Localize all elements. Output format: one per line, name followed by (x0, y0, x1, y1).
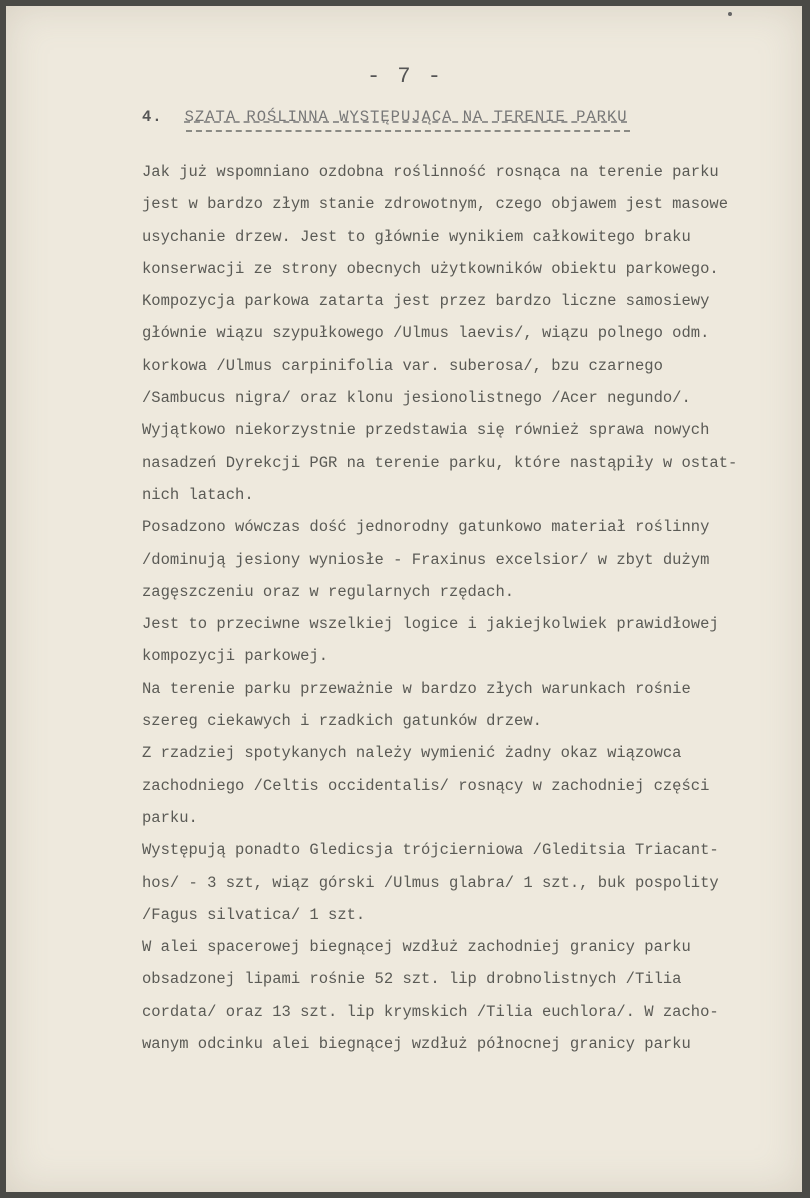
text-line: nasadzeń Dyrekcji PGR na terenie parku, które nastąpiły w ostat- (142, 453, 738, 472)
text-line: Wyjątkowo niekorzystnie przedstawia się również sprawa nowych (142, 421, 710, 440)
text-line: konserwacji ze strony obecnych użytkowników obiektu parkowego. (142, 259, 719, 278)
text-line: /Fagus silvatica/ 1 szt. (142, 905, 366, 924)
text-line: Na terenie parku przeważnie w bardzo złych warunkach rośnie (142, 679, 691, 698)
text-line: zagęszczeniu oraz w regularnych rzędach. (142, 582, 515, 601)
section-number: 4. (142, 108, 163, 126)
text-line: Jest to przeciwne wszelkiej logice i jakiejkolwiek prawidłowej (142, 615, 719, 634)
text-line: Jak już wspomniano ozdobna roślinność rosnąca na terenie parku (142, 163, 719, 181)
text-line: szereg ciekawych i rzadkich gatunków drzew. (142, 712, 542, 731)
heading-underline-rule (186, 130, 630, 132)
section-title: SZATA ROŚLINNA WYSTĘPUJĄCA NA TERENIE PARKU (184, 108, 628, 126)
text-line: zachodniego /Celtis occidentalis/ rosnący w zachodniej części (142, 776, 710, 795)
text-line: Występują ponadto Gledicsja trójcierniowa /Gleditsia Triacant- (142, 841, 719, 860)
text-line: jest w bardzo złym stanie zdrowotnym, czego objawem jest masowe (142, 195, 728, 214)
text-line: W alei spacerowej biegnącej wzdłuż zachodniej granicy parku (142, 938, 691, 957)
text-line: hos/ - 3 szt, wiąz górski /Ulmus glabra/ 1 szt., buk pospolity (142, 873, 719, 892)
text-line: wanym odcinku alei biegnącej wzdłuż północnej granicy parku (142, 1035, 691, 1054)
text-line: głównie wiązu szypułkowego /Ulmus laevis/, wiązu polnego odm. (142, 324, 710, 343)
body-text (142, 156, 790, 1060)
text-line: /dominują jesiony wyniosłe - Fraxinus excelsior/ w zbyt dużym (142, 550, 710, 569)
text-line: Z rzadziej spotykanych należy wymienić żadny okaz wiązowca (142, 744, 682, 763)
text-line: nich latach. (142, 485, 254, 504)
text-line: /Sambucus nigra/ oraz klonu jesionolistnego /Acer negundo/. (142, 389, 691, 408)
page-number: - 7 - (366, 64, 443, 89)
text-line: obsadzonej lipami rośnie 52 szt. lip drobnolistnych /Tilia (142, 970, 682, 989)
text-line: kompozycji parkowej. (142, 647, 329, 666)
text-line: Kompozycja parkowa zatarta jest przez bardzo liczne samosiewy (142, 292, 710, 311)
text-line: parku. (142, 808, 198, 827)
text-line: usychanie drzew. Jest to głównie wynikiem całkowitego braku (142, 227, 691, 246)
text-line: cordata/ oraz 13 szt. lip krymskich /Tilia euchlora/. W zacho- (142, 1002, 719, 1021)
ink-speck (728, 12, 732, 16)
section-heading (142, 108, 628, 126)
text-line: korkowa /Ulmus carpinifolia var. suberosa/, bzu czarnego (142, 356, 663, 375)
text-line: Posadzono wówczas dość jednorodny gatunkowo materiał roślinny (142, 518, 710, 537)
